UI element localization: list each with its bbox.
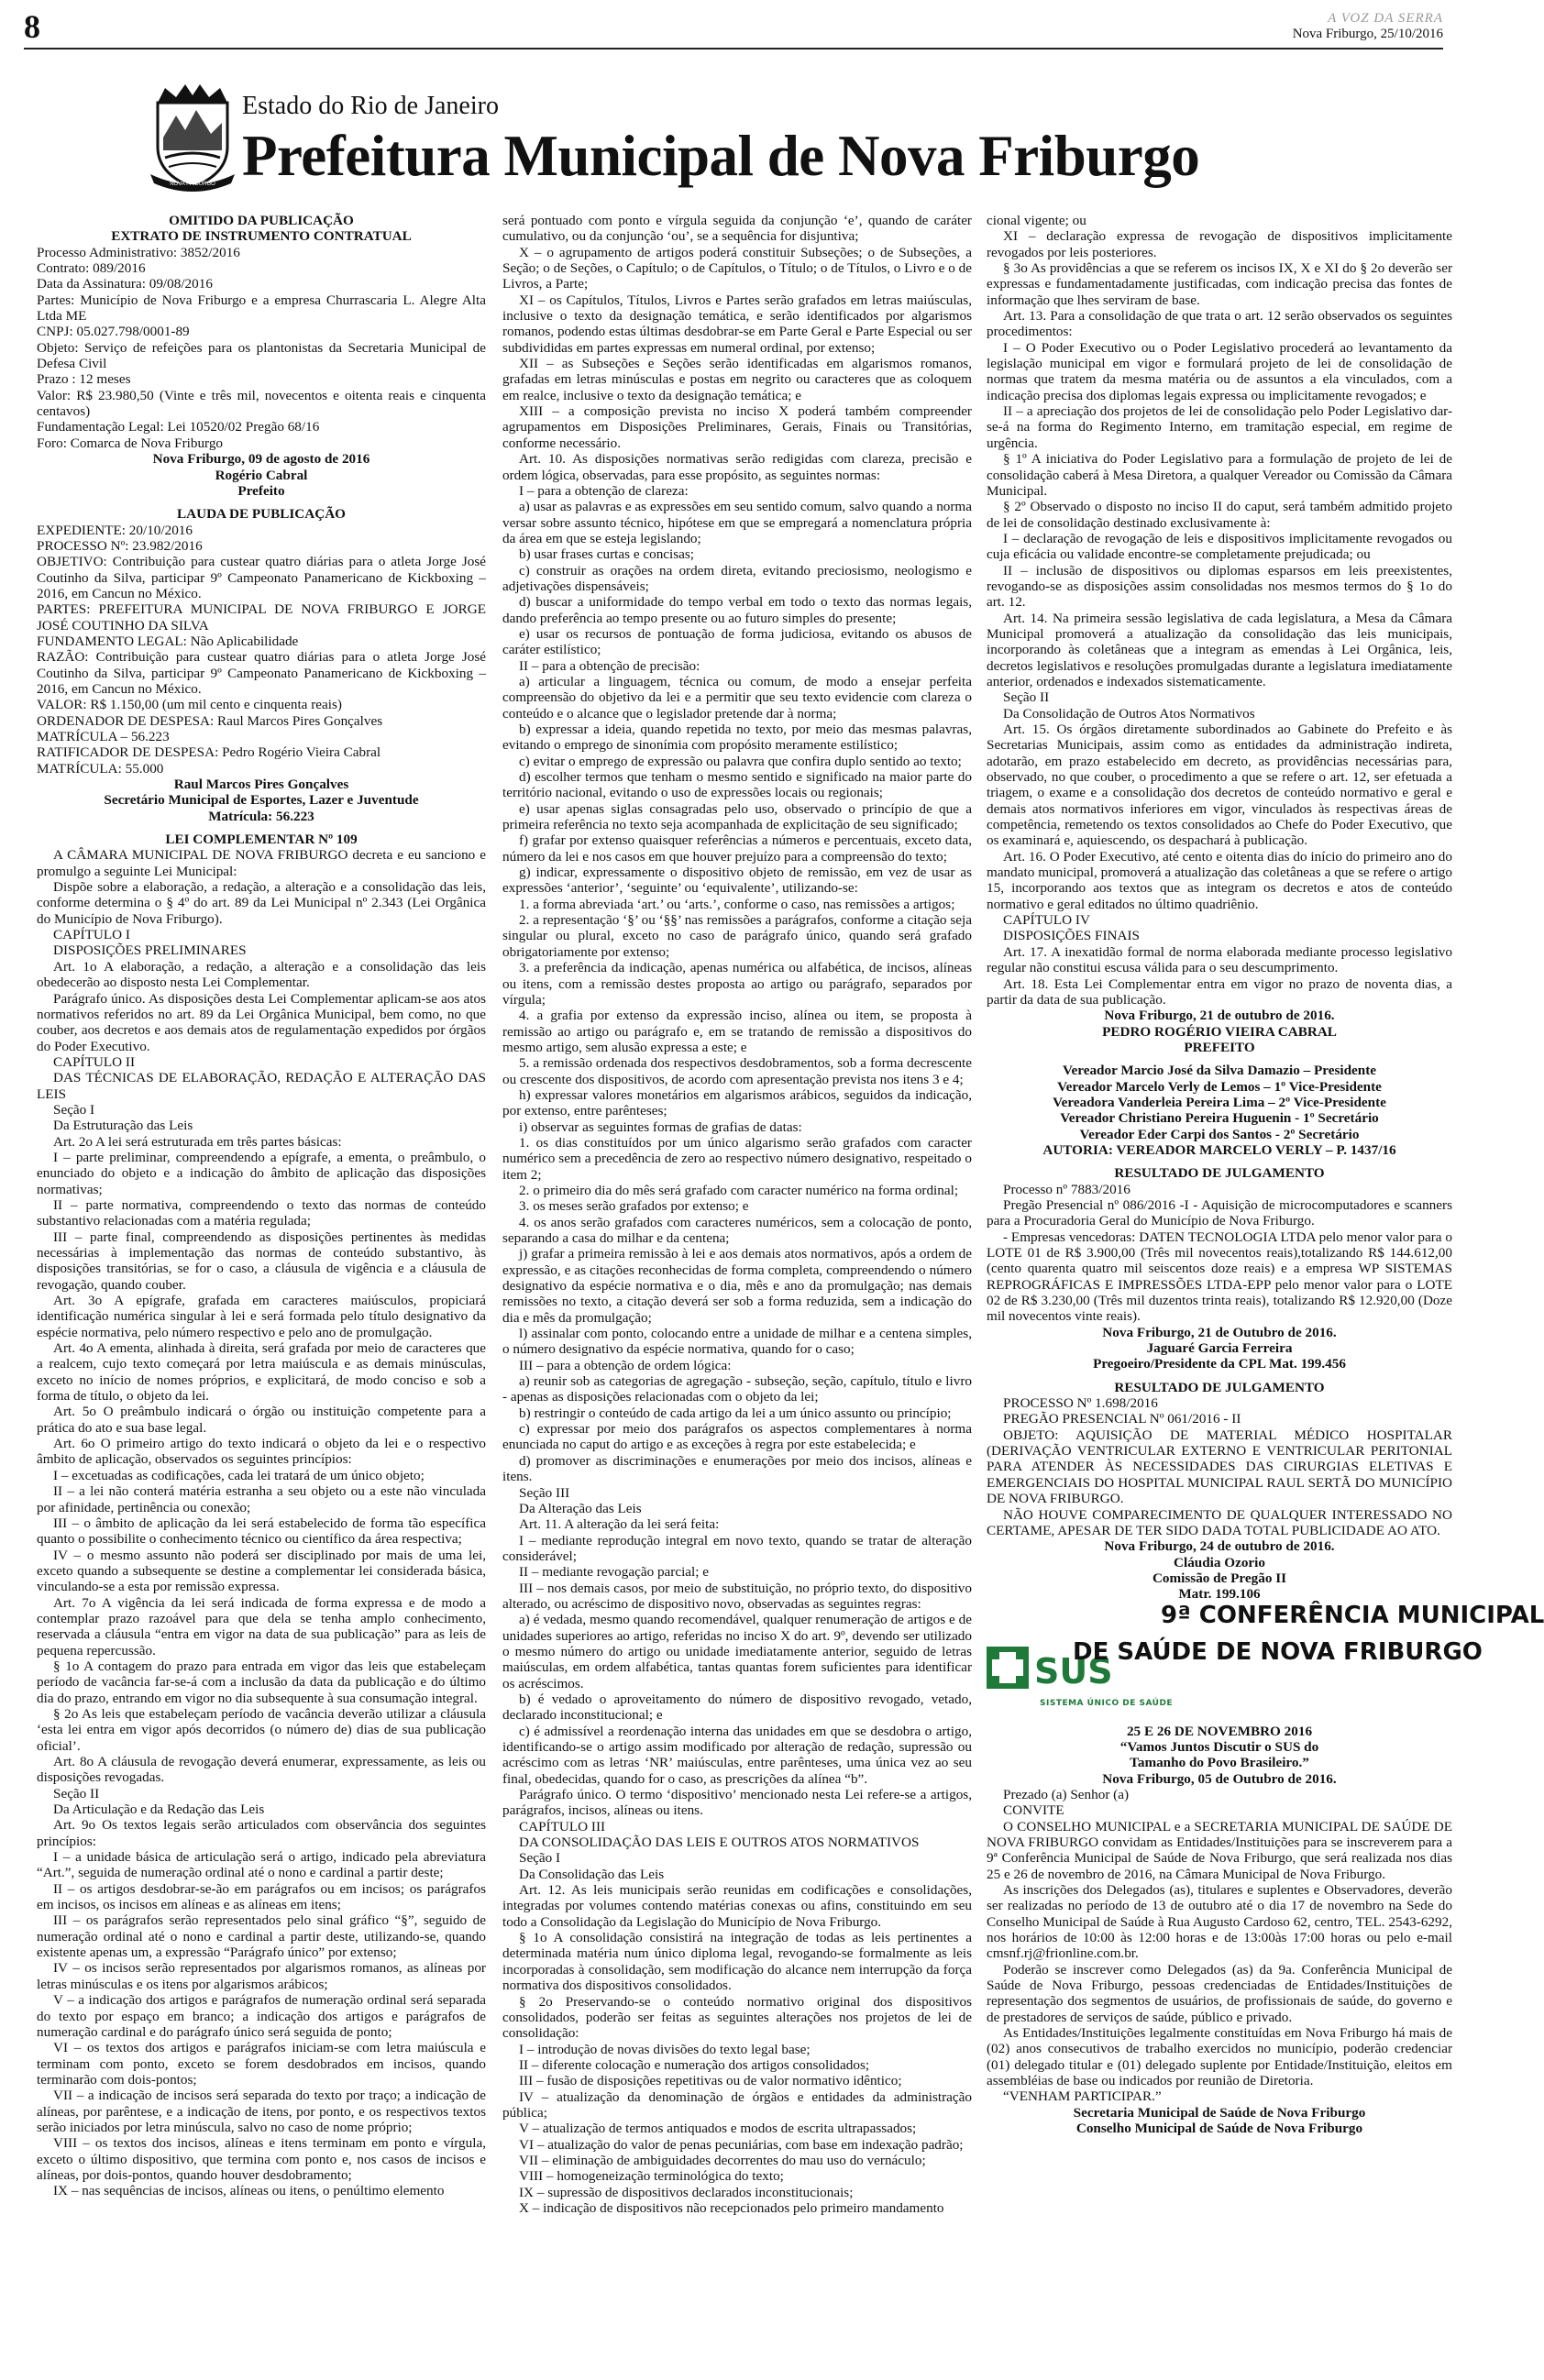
- section-heading: Pregoeiro/Presidente da CPL Mat. 199.456: [1093, 1356, 1346, 1372]
- paragraph: PREGÃO PRESENCIAL Nº 061/2016 - II: [1003, 1411, 1241, 1427]
- section-heading: EXTRATO DE INSTRUMENTO CONTRATUAL: [111, 228, 412, 245]
- paragraph: I – parte preliminar, compreendendo a epígrafe, a ementa, o preâmbulo, o enunciado do objeto e a indicação do âmbito de aplicação das disposições normativas;: [37, 1149, 486, 1197]
- paragraph: Seção I: [519, 1850, 561, 1867]
- paragraph: Valor: R$ 23.980,50 (Vinte e três mil, novecentos e oitenta reais e cinquenta centavos): [37, 387, 486, 420]
- section-heading: Vereador Christiano Pereira Huguenin - 1º Secretário: [1060, 1110, 1379, 1127]
- paragraph: d) promover as discriminações e enumerações por meio dos incisos, alíneas e itens.: [502, 1452, 972, 1485]
- paragraph: Art. 5o O preâmbulo indicará o órgão ou instituição competente para a prática do ato e sua base legal.: [37, 1404, 486, 1436]
- section-heading: Comissão de Pregão II: [1152, 1570, 1287, 1586]
- paragraph: III – parte final, compreendendo as disposições pertinentes às medidas necessárias à implementação das normas de conteúdo substantivo, às disposições transitórias, se for o caso, a cláusula de vigência e a cláusula de revogação, quando couber.: [37, 1229, 486, 1293]
- paragraph: II – a apreciação dos projetos de lei de consolidação pelo Poder Legislativo dar-se-á na forma do Regimento Interno, em tramitação especial, em regime de urgência.: [987, 403, 1452, 451]
- section-heading: Nova Friburgo, 21 de outubro de 2016.: [1104, 1008, 1335, 1024]
- paragraph: I – a unidade básica de articulação será o artigo, indicado pela abreviatura “Art.”, seguida de numeração ordinal até o nono e cardinal a partir deste;: [37, 1849, 486, 1881]
- paragraph: CAPÍTULO I: [53, 927, 130, 943]
- paragraph: j) grafar a primeira remissão à lei e aos demais atos normativos, após a ordem de expressão, e as citações reconhecidas de forma completa, compreendendo o número designativo da espécie normativa e o dia, mês e ano da promulgação; nas demais remissões no texto, a citação deverá ser sob a forma reduzida, sem a indicação do dia e mês da promulgação;: [502, 1246, 972, 1326]
- paragraph: - Empresas vencedoras: DATEN TECNOLOGIA LTDA pelo menor valor para o LOTE 01 de R$ 3.900,00 (Três mil novecentos reais),totalizando R$ 144.612,00 (cento quarenta quatro mil seiscentos doze reais) e a empresa WP SISTEMAS REPROGRÁFICAS E IMPRESSÕES LTDA-EPP pelo menor valor para o LOTE 02 de R$ 3.230,00 (Três mil duzentos trinta reais), totalizando R$ 12.920,00 (Doze mil novecentos vinte reais).: [987, 1229, 1452, 1325]
- paragraph: 5. a remissão ordenada dos respectivos desdobramentos, sob a forma decrescente ou crescente dos dispositivos, de acordo com apresentação prevista nos itens 3 e 4;: [502, 1055, 972, 1087]
- paragraph: § 1º A iniciativa do Poder Legislativo para a formulação de projeto de lei de consolidação caberá à Mesa Diretora, a qualquer Vereador ou Comissão da Câmara Municipal.: [987, 451, 1452, 499]
- conference-title-line-2: DE SAÚDE DE NOVA FRIBURGO: [1073, 1637, 1483, 1666]
- paragraph: DAS TÉCNICAS DE ELABORAÇÃO, REDAÇÃO E ALTERAÇÃO DAS LEIS: [37, 1070, 486, 1102]
- paragraph: As Entidades/Instituições legalmente constituídas em Nova Friburgo há mais de (02) anos consecutivos de trabalho exercidos no município, poderão credenciar (01) delegado titular e (01) delegado suplente por Entidade/Instituição, eleitos em assembléias de base ou indicados por reunião de Diretoria.: [987, 2025, 1452, 2089]
- paragraph: I – introdução de novas divisões do texto legal base;: [519, 2041, 811, 2057]
- paragraph: Poderão se inscrever como Delegados (as) da 9a. Conferência Municipal de Saúde de Nova Friburgo, pessoas credenciadas de Entidades/Instituições de representação dos segmentos de usuários, de profissionais de saúde, do governo e de prestadores de serviços de saúde, público e privado.: [987, 1961, 1452, 2025]
- section-heading: Prefeito: [237, 482, 285, 499]
- section-heading: Cláudia Ozorio: [1174, 1554, 1265, 1570]
- paragraph: c) construir as orações na ordem direta, evitando preciosismo, neologismo e adjetivações dispensáveis;: [502, 562, 972, 594]
- paragraph: VI – atualização do valor de penas pecuniárias, com base em indexação padrão;: [519, 2136, 964, 2153]
- paragraph: X – indicação de dispositivos não recepcionados pelo primeiro mandamento: [519, 2199, 944, 2216]
- paragraph: Art. 13. Para a consolidação de que trata o art. 12 serão observados os seguintes procedimentos:: [987, 308, 1452, 340]
- paragraph: Dispõe sobre a elaboração, a redação, a alteração e a consolidação das leis, conforme determina o § 4º do art. 89 da Lei Municipal nº 2.343 (Lei Orgânica do Município de Nova Friburgo).: [37, 879, 486, 927]
- paragraph: Prezado (a) Senhor (a): [1003, 1786, 1130, 1802]
- paragraph: Da Consolidação de Outros Atos Normativos: [1003, 705, 1255, 722]
- section-heading: Vereador Eder Carpi dos Santos - 2º Secretário: [1079, 1126, 1360, 1142]
- paragraph: I – para a obtenção de clareza:: [519, 482, 689, 499]
- column-2: [502, 213, 972, 2367]
- paragraph: DISPOSIÇÕES FINAIS: [1003, 928, 1140, 944]
- section-heading: LEI COMPLEMENTAR Nº 109: [165, 832, 358, 848]
- section-heading: Nova Friburgo, 21 de Outubro de 2016.: [1102, 1324, 1337, 1340]
- section-heading: “Vamos Juntos Discutir o SUS do: [1119, 1738, 1319, 1755]
- section-heading: Nova Friburgo, 24 de outubro de 2016.: [1104, 1538, 1335, 1555]
- paragraph: b) expressar a ideia, quando repetida no texto, por meio das mesmas palavras, evitando o emprego de sinonímia com propósito meramente estilístico;: [502, 722, 972, 754]
- section-heading: Secretaria Municipal de Saúde de Nova Friburgo: [1073, 2104, 1366, 2121]
- paragraph: Art. 14. Na primeira sessão legislativa de cada legislatura, a Mesa da Câmara Municipal promoverá a atualização da consolidação das leis municipais, incorporando às coletâneas que a integram as emendas à Lei Orgânica, leis, decretos legislativos e resoluções promulgadas durante a legislatura imediatamente anterior, ordenados e indexados sistematicamente.: [987, 610, 1452, 689]
- conference-banner: [987, 1601, 1544, 1716]
- paragraph: VII – a indicação de incisos será separada do texto por traço; a indicação de alíneas, por parêntese, e a indicação de itens, por ponto, e os respectivos textos serão iniciados por letra minúscula, salvo no caso de nome próprio;: [37, 2088, 486, 2135]
- paragraph: VI – os textos dos artigos e parágrafos iniciam-se com letra maiúscula e terminam com ponto, exceto se forem desdobrados em incisos, quando terminarão com dois-pontos;: [37, 2040, 486, 2088]
- paragraph: Art. 18. Esta Lei Complementar entra em vigor no prazo de noventa dias, a partir da data de sua publicação.: [987, 975, 1452, 1008]
- spacer: [987, 1055, 1452, 1063]
- paragraph: I – declaração de revogação de leis e dispositivos implicitamente revogados ou cuja eficácia ou validade encontre-se completamente prejudicada; ou: [987, 530, 1452, 563]
- paragraph: § 2º Observado o disposto no inciso II do caput, será também admitido projeto de lei de consolidação destinado exclusivamente à:: [987, 499, 1452, 531]
- paragraph: Art. 10. As disposições normativas serão redigidas com clareza, precisão e ordem lógica, observadas, para esse propósito, as seguintes normas:: [502, 451, 972, 483]
- paragraph: I – mediante reprodução integral em novo texto, quando se tratar de alteração considerável;: [502, 1532, 972, 1564]
- page-number: 8: [24, 8, 40, 45]
- paragraph: CONVITE: [1003, 1802, 1064, 1819]
- section-heading: Nova Friburgo, 05 de Outubro de 2016.: [1102, 1770, 1337, 1787]
- paragraph: Objeto: Serviço de refeições para os plantonistas da Secretaria Municipal de Defesa Civil: [37, 339, 486, 372]
- paragraph: III – nos demais casos, por meio de substituição, no próprio texto, do dispositivo alterado, ou acréscimo de dispositivo novo, observadas as seguintes regras:: [502, 1580, 972, 1612]
- paragraph: a) reunir sob as categorias de agregação - subseção, seção, capítulo, título e livro - apenas as disposições relacionadas com o objeto da lei;: [502, 1373, 972, 1405]
- paragraph: MATRÍCULA – 56.223: [37, 729, 170, 744]
- paragraph: O CONSELHO MUNICIPAL e a SECRETARIA MUNICIPAL DE SAÚDE DE NOVA FRIBURGO convidam as Entidades/Instituições para se inscreverem para a 9ª Conferência Municipal de Saúde de Nova Friburgo, que será realizada nos dias 25 e 26 de novembro de 2016, na Câmara Municipal de Nova Friburgo.: [987, 1818, 1452, 1882]
- paragraph: 3. os meses serão grafados por extenso; e: [519, 1198, 749, 1215]
- section-heading: Tamanho do Povo Brasileiro.”: [1130, 1755, 1309, 1771]
- city-crest-icon: [147, 83, 238, 191]
- paragraph: X – o agrupamento de artigos poderá constituir Subseções; o de Subseções, a Seção; o de Seções, o Capítulo; o de Capítulos, o Título; o de Títulos, o Livro e o de Livros, a Parte;: [502, 244, 972, 292]
- paragraph: § 1o A consolidação consistirá na integração de todas as leis pertinentes a determinada matéria num único diploma legal, revogando-se formalmente as leis incorporadas à consolidação, sem modificação do alcance nem interrupção da força normativa dos dispositivos consolidados.: [502, 1930, 972, 1994]
- paragraph: Partes: Município de Nova Friburgo e a empresa Churrascaria L. Alegre Alta Ltda ME: [37, 292, 486, 325]
- paragraph: 3. a preferência da indicação, apenas numérica ou alfabética, de incisos, alíneas ou itens, com a remissão destes proposta ao artigo ou parágrafo, separados por vírgula;: [502, 960, 972, 1008]
- paragraph: Art. 17. A inexatidão formal de norma elaborada mediante processo legislativo regular não constitui escusa válida para o seu descumprimento.: [987, 943, 1452, 976]
- page-top-bar: [24, 7, 1443, 50]
- paragraph: Art. 1o A elaboração, a redação, a alteração e a consolidação das leis obedecerão ao disposto nesta Lei Complementar.: [37, 958, 486, 991]
- paragraph: I – excetuadas as codificações, cada lei tratará de um único objeto;: [53, 1467, 425, 1483]
- paragraph: b) restringir o conteúdo de cada artigo da lei a um único assunto ou princípio;: [519, 1405, 952, 1421]
- section-heading: Jaguaré Garcia Ferreira: [1146, 1340, 1293, 1357]
- paragraph: Contrato: 089/2016: [37, 260, 146, 277]
- paragraph: Art. 8o A cláusula de revogação deverá enumerar, expressamente, as leis ou disposições revogadas.: [37, 1754, 486, 1786]
- section-heading: AUTORIA: VEREADOR MARCELO VERLY – P. 1437/16: [1042, 1141, 1396, 1158]
- paragraph: Art. 3o A epígrafe, grafada em caracteres maiúsculos, propiciará identificação numérica singular à lei e será formada pelo título designativo da espécie normativa, pelo número respectivo e pelo ano de promulgação.: [37, 1293, 486, 1340]
- masthead: [147, 83, 1467, 202]
- paragraph: Seção II: [53, 1785, 100, 1802]
- paragraph: Art. 11. A alteração da lei será feita:: [519, 1516, 720, 1533]
- paragraph: Art. 7o A vigência da lei será indicada de forma expressa e de modo a contemplar prazo razoável para que dela se tenha amplo conhecimento, reservada a cláusula “entra em vigor na data de sua publicação” para as leis de pequena repercussão.: [37, 1594, 486, 1658]
- paragraph: PROCESSO Nº 1.698/2016: [1003, 1395, 1158, 1412]
- section-heading: Vereador Marcio José da Silva Damazio – Presidente: [1062, 1063, 1377, 1079]
- paragraph: II – mediante revogação parcial; e: [519, 1564, 710, 1581]
- paragraph: Fundamentação Legal: Lei 10520/02 Pregão 68/16: [37, 419, 320, 435]
- paragraph: II – inclusão de dispositivos ou diplomas esparsos em leis preexistentes, revogando-se as disposições assim consolidadas nos mesmos termos do § 1o do art. 12.: [987, 562, 1452, 611]
- paragraph: PARTES: PREFEITURA MUNICIPAL DE NOVA FRIBURGO E JORGE JOSÉ COUTINHO DA SILVA: [37, 601, 486, 634]
- paragraph: II – parte normativa, compreendendo o texto das normas de conteúdo substantivo relacionadas com a matéria regulada;: [37, 1196, 486, 1229]
- paragraph: RAZÃO: Contribuição para custear quatro diárias para o atleta Jorge José Coutinho da Silva, participar 9º Campeonato Panamericano de Kickboxing – 2016, em Cancun no México.: [37, 649, 486, 697]
- state-name: Estado do Rio de Janeiro: [242, 92, 499, 120]
- conference-title-line-1: 9ª CONFERÊNCIA MUNICIPAL: [1161, 1601, 1544, 1629]
- paragraph: 4. os anos serão grafados com caracteres numéricos, sem a colocação de ponto, separando a casa do milhar e da centena;: [502, 1214, 972, 1246]
- paragraph: XII – as Subseções e Seções serão identificadas em algarismos romanos, grafadas em letras minúsculas e postas em negrito ou caracteres que as coloquem em realce, inclusive o texto da designação temática; e: [502, 356, 972, 403]
- paragraph: FUNDAMENTO LEGAL: Não Aplicabilidade: [37, 633, 299, 649]
- paragraph: PROCESSO Nº: 23.982/2016: [37, 537, 203, 554]
- paragraph: IX – nas sequências de incisos, alíneas ou itens, o penúltimo elemento: [53, 2183, 445, 2199]
- paragraph: CNPJ: 05.027.798/0001-89: [37, 324, 190, 340]
- paragraph: 2. a representação ‘§’ ou ‘§§’ nas remissões a parágrafos, conforme a citação seja singular ou plural, exceto no caso de parágrafo único, quando será grafado obrigatoriamente por extenso;: [502, 912, 972, 960]
- paragraph: II – para a obtenção de precisão:: [519, 657, 700, 674]
- paragraph: 1. os dias constituídos por um único algarismo serão grafados com caracter numérico sem a precedência de zero ao respectivo número designativo, respeitado o item 2;: [502, 1134, 972, 1183]
- paragraph: RATIFICADOR DE DESPESA: Pedro Rogério Vieira Cabral: [37, 744, 381, 761]
- paragraph: VII – eliminação de ambiguidades decorrentes do mau uso do vernáculo;: [519, 2152, 926, 2168]
- paragraph: 2. o primeiro dia do mês será grafado com caracter numérico na forma ordinal;: [519, 1182, 959, 1198]
- section-heading: PEDRO ROGÉRIO VIEIRA CABRAL: [1102, 1023, 1337, 1040]
- paragraph: III – fusão de disposições repetitivas ou de valor normativo idêntico;: [519, 2073, 902, 2089]
- city-hall-title: Prefeitura Municipal de Nova Friburgo: [242, 124, 1200, 188]
- paragraph: Prazo : 12 meses: [37, 371, 131, 388]
- paragraph: IX – supressão de dispositivos declarados inconstitucionais;: [519, 2184, 854, 2200]
- paragraph: NÃO HOUVE COMPARECIMENTO DE QUALQUER INTERESSADO NO CERTAME, APESAR DE TER SIDO DADA TOTAL PUBLICIDADE AO ATO.: [987, 1506, 1452, 1538]
- paragraph: OBJETO: AQUISIÇÃO DE MATERIAL MÉDICO HOSPITALAR (DERIVAÇÃO VENTRICULAR EXTERNO E VENTRICULAR PERITONIAL PARA ATENDER ÀS NECESSIDADES DAS CIRURGIAS ELETIVAS E EMERGENCIAIS DO HOSPITAL MUNICIPAL RAUL SERTÃ DO MUNICÍPIO DE NOVA FRIBURGO.: [987, 1427, 1452, 1507]
- paragraph: Seção II: [1003, 689, 1050, 706]
- paragraph: c) evitar o emprego de expressão ou palavra que confira duplo sentido ao texto;: [519, 753, 962, 769]
- paragraph: Processo Administrativo: 3852/2016: [37, 244, 240, 260]
- paragraph: EXPEDIENTE: 20/10/2016: [37, 522, 193, 538]
- paragraph: I – O Poder Executivo ou o Poder Legislativo procederá ao levantamento da legislação municipal em vigor e formulará projeto de lei de consolidação de normas que tratem da mesma matéria ou de assuntos a ela vinculados, com a indicação precisa dos diplomas legais expressa ou implicitamente revogados; e: [987, 339, 1452, 403]
- paragraph: III – para a obtenção de ordem lógica:: [519, 1357, 732, 1373]
- paragraph: 1. a forma abreviada ‘art.’ ou ‘arts.’, conforme o caso, nas remissões a artigos;: [519, 896, 955, 912]
- section-heading: PREFEITO: [1184, 1039, 1255, 1055]
- paragraph: As inscrições dos Delegados (as), titulares e suplentes e Observadores, deverão ser realizadas no período de 13 de outubro até o dia 17 de novembro na Sede do Conselho Municipal de Saúde à Rua Augusto Cardoso 62, centro, TEL. 2543-6292, nos horários de 10:00 às 12:00 horas e de 13:00às 17:00 horas ou pelo e-mail cmsnf.rj@frionline.com.br.: [987, 1882, 1452, 1962]
- paragraph: Da Consolidação das Leis: [519, 1866, 665, 1882]
- paragraph: h) expressar valores monetários em algarismos arábicos, seguidos da indicação, por extenso, entre parênteses;: [502, 1086, 972, 1119]
- paragraph: Seção I: [53, 1101, 95, 1118]
- paragraph: Parágrafo único. As disposições desta Lei Complementar aplicam-se aos atos normativos referidos no art. 89 da Lei Orgânica Municipal, bem como, no que couber, aos decretos e aos demais atos de regulamentação expedidos por órgãos do Poder Executivo.: [37, 990, 486, 1054]
- column-1: [37, 213, 486, 2367]
- paragraph: II – diferente colocação e numeração dos artigos consolidados;: [519, 2056, 870, 2073]
- paragraph: V – a indicação dos artigos e parágrafos de numeração ordinal será separada do texto por espaço em branco; a indicação dos artigos e parágrafos de numeração cardinal e do parágrafo único será seguida de ponto;: [37, 1992, 486, 2040]
- paragraph: III – os parágrafos serão representados pelo sinal gráfico “§”, seguido de numeração ordinal até o nono e cardinal a partir deste, utilizando-se, quando existente apenas um, a expressão “Parágrafo único” por extenso;: [37, 1912, 486, 1961]
- paragraph: a) articular a linguagem, técnica ou comum, de modo a ensejar perfeita compreensão do objetivo da lei e a permitir que seu texto evidencie com clareza o conteúdo e o alcance que o legislador pretende dar à norma;: [502, 673, 972, 722]
- section-heading: OMITIDO DA PUBLICAÇÃO: [169, 213, 354, 228]
- paragraph: XI – declaração expressa de revogação de dispositivos implicitamente revogados por leis posteriores.: [987, 228, 1452, 260]
- paragraph: V – atualização de termos antiquados e modos de escrita ultrapassados;: [519, 2121, 917, 2137]
- paragraph: “VENHAM PARTICIPAR.”: [1003, 2088, 1162, 2105]
- paragraph: Da Articulação e da Redação das Leis: [53, 1802, 265, 1818]
- paragraph: III – o âmbito de aplicação da lei será estabelecido de forma tão específica quanto o possibilite o conhecimento técnico ou científico da área respectiva;: [37, 1515, 486, 1548]
- running-header: [1293, 11, 1443, 42]
- paragraph: cional vigente; ou: [987, 213, 1086, 228]
- paragraph: i) observar as seguintes formas de grafias de datas:: [519, 1118, 802, 1135]
- spacer: [987, 1158, 1452, 1165]
- paragraph: Art. 2o A lei será estruturada em três partes básicas:: [53, 1133, 342, 1150]
- section-heading: Vereador Marcelo Verly de Lemos – 1º Vice-Presidente: [1057, 1078, 1382, 1095]
- paragraph: Da Alteração das Leis: [519, 1500, 642, 1516]
- section-heading: Matrícula: 56.223: [208, 808, 314, 824]
- section-heading: 25 E 26 DE NOVEMBRO 2016: [1126, 1723, 1313, 1739]
- paragraph: Art. 9o Os textos legais serão articulados com observância dos seguintes princípios:: [37, 1817, 486, 1849]
- paragraph: d) escolher termos que tenham o mesmo sentido e significado na maior parte do território nacional, evitando o uso de expressões locais ou regionais;: [502, 769, 972, 801]
- paragraph: c) expressar por meio dos parágrafos os aspectos complementares à norma enunciada no caput do artigo e as exceções à regra por este estabelecida; e: [502, 1421, 972, 1453]
- paragraph: f) grafar por extenso quaisquer referências a números e percentuais, exceto data, número da lei e nos casos em que houver prejuízo para a compreensão do texto;: [502, 832, 972, 865]
- paragraph: a) usar as palavras e as expressões em seu sentido comum, salvo quando a norma versar sobre assunto técnico, hipótese em que se empregará a nomenclatura própria da área em que se esteja legislando;: [502, 499, 972, 546]
- paragraph: Processo nº 7883/2016: [1003, 1181, 1130, 1197]
- section-heading: RESULTADO DE JULGAMENTO: [1114, 1165, 1325, 1182]
- spacer: [987, 1372, 1452, 1380]
- paragraph: § 3o As providências a que se referem os incisos IX, X e XI do § 2o deverão ser expressas e fundamentadamente justificadas, com indicação precisa das fontes de informação que lhes serviram de base.: [987, 260, 1452, 308]
- paragraph: XIII – a composição prevista no inciso X poderá também compreender agrupamentos em Disposições Preliminares, Gerais, Finais ou Transitórias, conforme necessário.: [502, 403, 972, 451]
- section-heading: Rogério Cabral: [215, 467, 308, 483]
- paragraph: CAPÍTULO III: [519, 1818, 606, 1835]
- section-heading: Secretário Municipal de Esportes, Lazer e Juventude: [104, 792, 419, 809]
- paragraph: e) usar os recursos de pontuação de forma judiciosa, evitando os abusos de caráter estilístico;: [502, 625, 972, 658]
- paragraph: § 2o As leis que estabeleçam período de vacância deverão utilizar a cláusula ‘esta lei entra em vigor após decorridos (o número de) dias de sua publicação oficial’.: [37, 1705, 486, 1754]
- paragraph: DA CONSOLIDAÇÃO DAS LEIS E OUTROS ATOS NORMATIVOS: [519, 1835, 920, 1851]
- paragraph: II – os artigos desdobrar-se-ão em parágrafos ou em incisos; os parágrafos em incisos, os incisos em alíneas e as alíneas em itens;: [37, 1880, 486, 1913]
- paragraph: II – a lei não conterá matéria estranha a seu objeto ou a este não vinculada por afinidade, pertinência ou conexão;: [37, 1483, 486, 1515]
- spacer: [37, 499, 486, 506]
- paragraph: VIII – os textos dos incisos, alíneas e itens terminam em ponto e vírgula, exceto o último dispositivo, que termina com ponto e, nos casos de incisos e alíneas, por dois-pontos, quando houver desdobramento;: [37, 2135, 486, 2183]
- paragraph: XI – os Capítulos, Títulos, Livros e Partes serão grafados em letras maiúsculas, inclusive o texto da designação temática, e serão identificados por algarismos romanos, podendo estas últimas desdobrar-se em Parte Geral e Parte Especial ou ser subdivididas em partes expressas em numeral ordinal, por extenso;: [502, 292, 972, 356]
- paragraph: Pregão Presencial nº 086/2016 -I - Aquisição de microcomputadores e scanners para a Procuradoria Geral do Município de Nova Friburgo.: [987, 1196, 1452, 1229]
- paragraph: OBJETIVO: Contribuição para custear quatro diárias para o atleta Jorge José Coutinho da Silva, participar 9º Campeonato Panamericano de Kickboxing – 2016, em Cancun no México.: [37, 554, 486, 601]
- paragraph: CAPÍTULO II: [53, 1053, 136, 1070]
- paragraph: MATRÍCULA: 55.000: [37, 760, 164, 777]
- paragraph: CAPÍTULO IV: [1003, 912, 1090, 929]
- column-3: [987, 213, 1544, 2367]
- section-heading: Matr. 199.106: [1178, 1586, 1261, 1603]
- paragraph: a) é vedada, mesmo quando recomendável, qualquer renumeração de artigos e de unidades superiores ao artigo, referidas no inciso X do art. 9º, devendo ser utilizado o mesmo número do artigo ou unidade imediatamente anterior, seguido de letras maiúsculas, em ordem alfabética, tantas quantas forem suficientes para identificar os acréscimos.: [502, 1612, 972, 1691]
- paragraph: Seção III: [519, 1484, 570, 1501]
- section-heading: LAUDA DE PUBLICAÇÃO: [177, 506, 346, 523]
- paragraph: Art. 6o O primeiro artigo do texto indicará o objeto da lei e o respectivo âmbito de aplicação, observados os seguintes princípios:: [37, 1436, 486, 1468]
- paragraph: l) assinalar com ponto, colocando entre a unidade de milhar e a centena simples, o número designativo da espécie normativa, quando for o caso;: [502, 1326, 972, 1358]
- section-heading: Conselho Municipal de Saúde de Nova Friburgo: [1075, 2121, 1363, 2137]
- sus-tagline: SISTEMA ÚNICO DE SAÚDE: [1040, 1698, 1174, 1708]
- section-heading: Raul Marcos Pires Gonçalves: [173, 777, 349, 793]
- paragraph: Da Estruturação das Leis: [53, 1118, 193, 1134]
- newspaper-name: A VOZ DA SERRA: [1328, 11, 1443, 26]
- paragraph: g) indicar, expressamente o dispositivo objeto de remissão, em vez de usar as expressões ‘anterior’, ‘seguinte’ ou ‘equivalente’, utilizando-se:: [502, 865, 972, 897]
- crest-banner-text: NOVA FRIBURGO: [170, 182, 215, 187]
- paragraph: § 2o Preservando-se o conteúdo normativo original dos dispositivos consolidados, poderão ser feitas as seguintes alterações nos projetos de lei de consolidação:: [502, 1993, 972, 2042]
- paragraph: IV – os incisos serão representados por algarismos romanos, as alíneas por letras minúsculas e os itens por algarismos arábicos;: [37, 1960, 486, 1992]
- section-heading: Vereadora Vanderleia Pereira Lima – 2º Vice-Presidente: [1053, 1094, 1386, 1110]
- paragraph: será pontuado com ponto e vírgula seguida da conjunção ‘e’, quando de caráter cumulativo, ou da conjunção ‘ou’, se a sequência for disjuntiva;: [502, 213, 972, 245]
- section-heading: RESULTADO DE JULGAMENTO: [1114, 1379, 1325, 1395]
- paragraph: VIII – homogeneização terminológica do texto;: [519, 2168, 784, 2185]
- issue-date: Nova Friburgo, 25/10/2016: [1292, 27, 1443, 41]
- paragraph: Art. 15. Os órgãos diretamente subordinados ao Gabinete do Prefeito e às Secretarias Municipais, assim como as entidades da administração indireta, adotarão, em prazo estabelecido em decreto, as providências necessárias para, observado, no que couber, o procedimento a que se refere o art. 12, ser efetuada a triagem, o exame e a consolidação dos decretos de conteúdo normativo e geral e demais atos normativos inferiores em vigor, vinculados às respectivas áreas de competência, remetendo os textos consolidados ao Chefe do Poder Executivo, que os examinará e, aquiescendo, os despachará à publicação.: [987, 722, 1452, 849]
- paragraph: Parágrafo único. O termo ‘dispositivo’ mencionado nesta Lei refere-se a artigos, parágrafos, incisos, alíneas ou itens.: [502, 1787, 972, 1819]
- paragraph: b) é vedado o aproveitamento do número de dispositivo revogado, vetado, declarado inconstitucional; e: [502, 1691, 972, 1724]
- paragraph: d) buscar a uniformidade do tempo verbal em todo o texto das normas legais, dando preferência ao tempo presente ou ao futuro simples do presente;: [502, 594, 972, 626]
- paragraph: A CÂMARA MUNICIPAL DE NOVA FRIBURGO decreta e eu sanciono e promulgo a seguinte Lei Municipal:: [37, 847, 486, 879]
- paragraph: 4. a grafia por extenso da expressão inciso, alínea ou item, se proposta à remissão ao artigo ou parágrafo e, em se tratando de remissão a dispositivos do mesmo artigo, sem alusão expressa a este; e: [502, 1008, 972, 1055]
- paragraph: IV – o mesmo assunto não poderá ser disciplinado por mais de uma lei, exceto quando a subsequente se destine a complementar lei considerada básica, vinculando-se a esta por remissão expressa.: [37, 1547, 486, 1595]
- section-heading: Nova Friburgo, 09 de agosto de 2016: [152, 451, 370, 468]
- paragraph: VALOR: R$ 1.150,00 (um mil cento e cinquenta reais): [37, 697, 342, 713]
- spacer: [37, 824, 486, 832]
- paragraph: § 1o A contagem do prazo para entrada em vigor das leis que estabeleçam período de vacância far-se-á com a inclusão da data da publicação e do último dia do prazo, entrando em vigor no dia subsequente à sua consumação integral.: [37, 1658, 486, 1706]
- paragraph: Data da Assinatura: 09/08/2016: [37, 276, 213, 292]
- paragraph: ORDENADOR DE DESPESA: Raul Marcos Pires Gonçalves: [37, 712, 383, 729]
- paragraph: b) usar frases curtas e concisas;: [519, 546, 695, 563]
- paragraph: IV – atualização da denominação de órgãos e entidades da administração pública;: [502, 2088, 972, 2121]
- paragraph: Art. 16. O Poder Executivo, até cento e oitenta dias do início do primeiro ano do mandato municipal, promoverá a atualização das coletâneas a que se refere o artigo 15, incorporando aos textos que as integram os decretos e atos de conteúdo normativo e geral editados no último quadriênio.: [987, 848, 1452, 912]
- paragraph: e) usar apenas siglas consagradas pelo uso, observado o princípio de que a primeira referência no texto seja acompanhada de explicitação de seu significado;: [502, 800, 972, 833]
- paragraph: Foro: Comarca de Nova Friburgo: [37, 435, 224, 451]
- sus-logo-text: SUS: [1034, 1650, 1113, 1691]
- paragraph: DISPOSIÇÕES PRELIMINARES: [53, 942, 247, 959]
- paragraph: Art. 12. As leis municipais serão reunidas em codificações e consolidações, integradas por volumes contendo matérias conexas ou afins, constituindo em seu todo a Consolidação da Legislação do Município de Nova Friburgo.: [502, 1882, 972, 1930]
- paragraph: Art. 4o A ementa, alinhada à direita, será grafada por meio de caracteres que a realcem, cujo texto começará por letra maiúscula e as demais minúsculas, exceto no início de nomes próprios, e explicitará, de modo conciso e sob a forma de título, o objeto da lei.: [37, 1340, 486, 1405]
- paragraph: c) é admissível a reordenação interna das unidades em que se desdobra o artigo, identificando-se o artigo assim modificado por alteração de redação, supressão ou acréscimo com as letras ‘NR’ maiúsculas, entre parênteses, uma única vez ao seu final, obedecidas, quando for o caso, as prescrições da alínea “b”.: [502, 1723, 972, 1787]
